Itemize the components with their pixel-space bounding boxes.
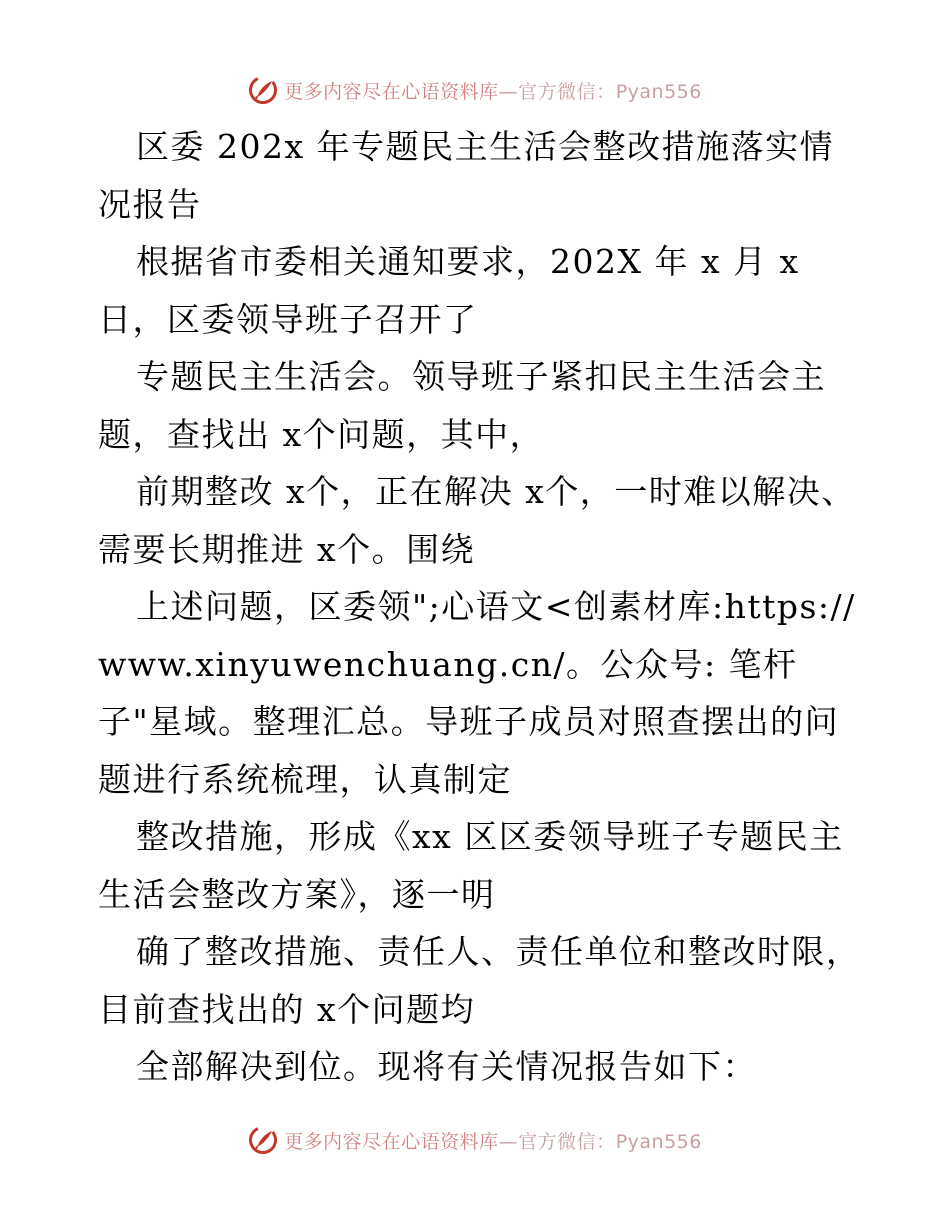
quill-pen-logo-icon (248, 75, 278, 105)
paragraph: 专题民主生活会。领导班子紧扣民主生活会主题，查找出 x个问题，其中， (98, 357, 826, 454)
footer-watermark-banner (0, 1120, 950, 1160)
watermark-separator: —官方微信： (498, 1130, 616, 1153)
document-title: 区委 202x 年专题民主生活会整改措施落实情况报告 (98, 127, 835, 224)
quill-pen-logo-icon (248, 1125, 278, 1155)
watermark-id: Pyan556 (615, 80, 702, 103)
watermark-text (284, 77, 702, 104)
paragraph: 确了整改措施、责任人、责任单位和整改时限，目前查找出的 x个问题均 (98, 932, 861, 1029)
paragraph: 整改措施，形成《xx 区区委领导班子专题民主生活会整改方案》，逐一明 (98, 817, 844, 914)
paragraph: 根据省市委相关通知要求，202X 年 x 月 x 日，区委领导班子召开了 (98, 242, 800, 339)
watermark-id: Pyan556 (615, 1130, 702, 1153)
document-body (98, 118, 868, 1096)
watermark-main: 更多内容尽在心语资料库 (284, 1130, 499, 1153)
watermark-main: 更多内容尽在心语资料库 (284, 80, 499, 103)
paragraph: 全部解决到位。现将有关情况报告如下： (136, 1047, 757, 1086)
paragraph: 上述问题，区委领";心语文<创素材库:https://www.xinyuwenchuang.cn/。公众号: 笔杆子"星域。整理汇总。导班子成员对照查摆出的问题进行系统梳理，认真制定 (98, 587, 856, 799)
watermark-separator: —官方微信： (498, 80, 616, 103)
header-watermark-banner (0, 70, 950, 110)
paragraph: 前期整改 x个，正在解决 x个，一时难以解决、需要长期推进 x个。围绕 (98, 472, 856, 569)
watermark-text (284, 1127, 702, 1154)
